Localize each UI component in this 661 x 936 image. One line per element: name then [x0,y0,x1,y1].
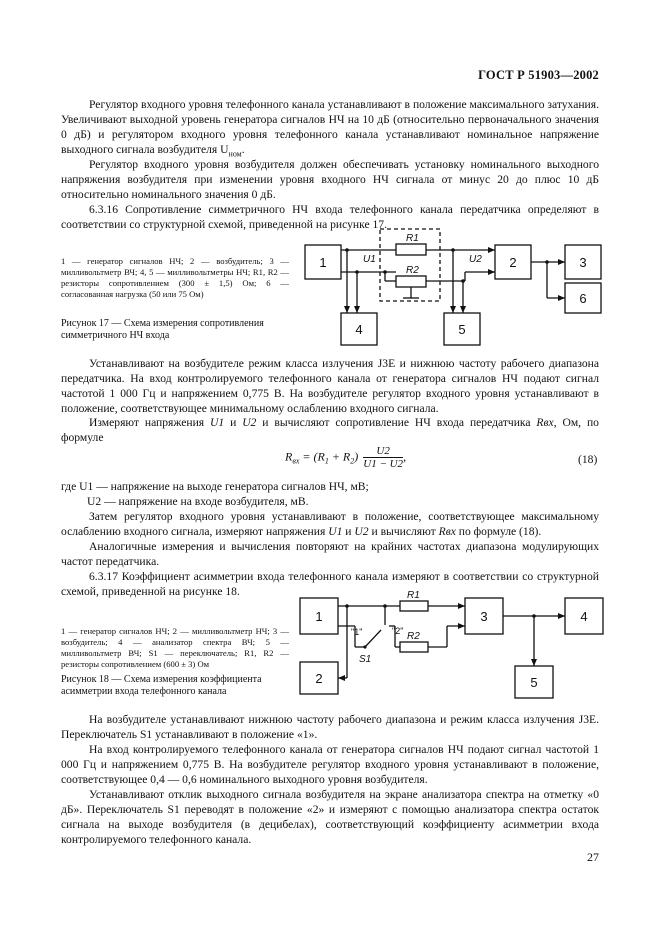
block-4-label: 4 [580,609,588,624]
switch-pos-2-label: "2" [392,626,404,636]
figure-18-diagram [295,590,615,705]
r2-label: R2 [407,631,420,642]
paragraph-2: Регулятор входного уровня возбудителя должен обеспечивать установку номинального выходного напряжения возбудителя при изменении уровня входного НЧ сигнала от минус 20 до плюс 10 дБ относительно номинального значения 0 дБ. [61,158,599,201]
paragraph-5: Измеряют напряжения U1 и U2 и вычисляют сопротивление НЧ входа передатчика Rвх, Ом, по формуле [61,416,599,444]
resistor-r2 [400,642,428,652]
resistor-r1 [400,601,428,611]
u1-label: U1 [363,254,376,265]
figure-17-diagram [295,225,615,350]
block-4-label: 4 [355,322,363,337]
block-1-label: 1 [315,609,323,624]
paragraph-1: Регулятор входного уровня телефонного канала устанавливают в положение максимального затухания. Увеличивают выходной уровень генератора сигналов НЧ на 10 дБ (относительно первоначального значения 0 дБ) и регулятором входного уровня телефонного канала устанавливают номинальное напряжение выходного сигнала возбудителя $U_{ном}$. [61,98,599,159]
block-3-label: 3 [480,609,488,624]
r1-label: R1 [407,590,420,601]
paragraph-10: На вход контролируемого телефонного канала от генератора сигналов НЧ подают сигнал частотой 1 000 Гц и напряжением 0,775 В. На возбудителе регулятор входного уровня устанавливают в положение, соответствующее 0,4 — 0,6 номинального выходного уровня возбудителя. [61,743,599,786]
block-2-label: 2 [509,255,517,270]
paragraph-3: 6.3.16 Сопротивление симметричного НЧ входа телефонного канала передатчика определяют в соответствии со структурной схемой, приведенной на рисунке 17. [61,203,599,231]
switch-pos-1-label: "1" [351,627,363,637]
resistor-r1 [396,244,426,255]
block-5-label: 5 [458,322,466,337]
paragraph-6: Затем регулятор входного уровня устанавливают в положение, соответствующее максимальному ослаблению входного сигнала, измеряют напряжения U1 и U2 и вычисляют Rвх по формуле (18). [61,510,599,538]
resistor-r2 [396,276,426,287]
paragraph-7: Аналогичные измерения и вычисления повторяют на крайних частотах диапазона модулирующих частот передатчика. [61,540,599,568]
r2-label: R2 [406,265,419,276]
paragraph-4: Устанавливают на возбудителе режим класса излучения J3E и нижнюю частоту рабочего диапазона передатчика. На вход контролируемого телефонного канала от генератора сигналов НЧ подают сигнал частотой 1 000 Гц и напряжением 0,775 В. На возбудителе регулятор входного уровня устанавливают в положение, соответствующее минимальному ослаблению входного сигнала. [61,357,599,415]
formula-18: $R_{вх} = (R_1 + R_2)$ $\frac{U2}{U1 - U2}$ , [285,445,407,470]
figure-18-legend: 1 — генератор сигналов НЧ; 2 — милливольтметр НЧ; 3 — возбудитель; 4 — анализатор спектра ВЧ; 5 — милливольтметр ВЧ; S1 — переключатель; R1, R2 — резисторы сопротивлением (600 ± 3) Ом [61,626,289,669]
where-line-2: U2 — напряжение на входе возбудителя, мВ. [87,495,309,508]
paragraph-8: 6.3.17 Коэффициент асимметрии входа телефонного канала измеряют в соответствии со структурной схемой, приведенной на рисунке 18. [61,570,599,598]
block-3-label: 3 [579,255,587,270]
block-6-label: 6 [579,291,587,306]
page-number: 27 [587,850,599,864]
block-2-label: 2 [315,671,323,686]
paragraph-11: Устанавливают отклик выходного сигнала возбудителя на экране анализатора спектра на отметку «0 дБ». Переключатель S1 переводят в положение «2» и измеряют с помощью анализатора спектра остаток сигнала на выходе возбудителя (в децибелах), соответствующий коэффициенту асимметрии входа контролируемого телефонного канала. [61,788,599,846]
u2-label: U2 [469,254,482,265]
figure-18-title: Рисунок 18 — Схема измерения коэффициента асимметрии входа телефонного канала [61,674,262,697]
block-1-label: 1 [319,255,327,270]
figure-17-title: Рисунок 17 — Схема измерения сопротивления симметричного НЧ входа [61,318,264,341]
paragraph-9: На возбудителе устанавливают нижнюю частоту рабочего диапазона и режим класса излучения J3E. Переключатель S1 устанавливают в положение «1». [61,713,599,741]
where-line-1: где U1 — напряжение на выходе генератора сигналов НЧ, мВ; [61,480,369,493]
r1-label: R1 [406,233,419,244]
figure-17-legend: 1 — генератор сигналов НЧ; 2 — возбудитель; 3 — милливольтметр ВЧ; 4, 5 — милливольтметры НЧ; R1, R2 — резисторы сопротивлением (300 ± 1,5) Ом; 6 — согласованная нагрузка (50 или 75 Ом) [61,256,289,299]
equation-number: (18) [578,453,598,466]
standard-header: ГОСТ Р 51903—2002 [478,68,599,82]
s1-label: S1 [359,654,372,665]
block-5-label: 5 [530,675,538,690]
